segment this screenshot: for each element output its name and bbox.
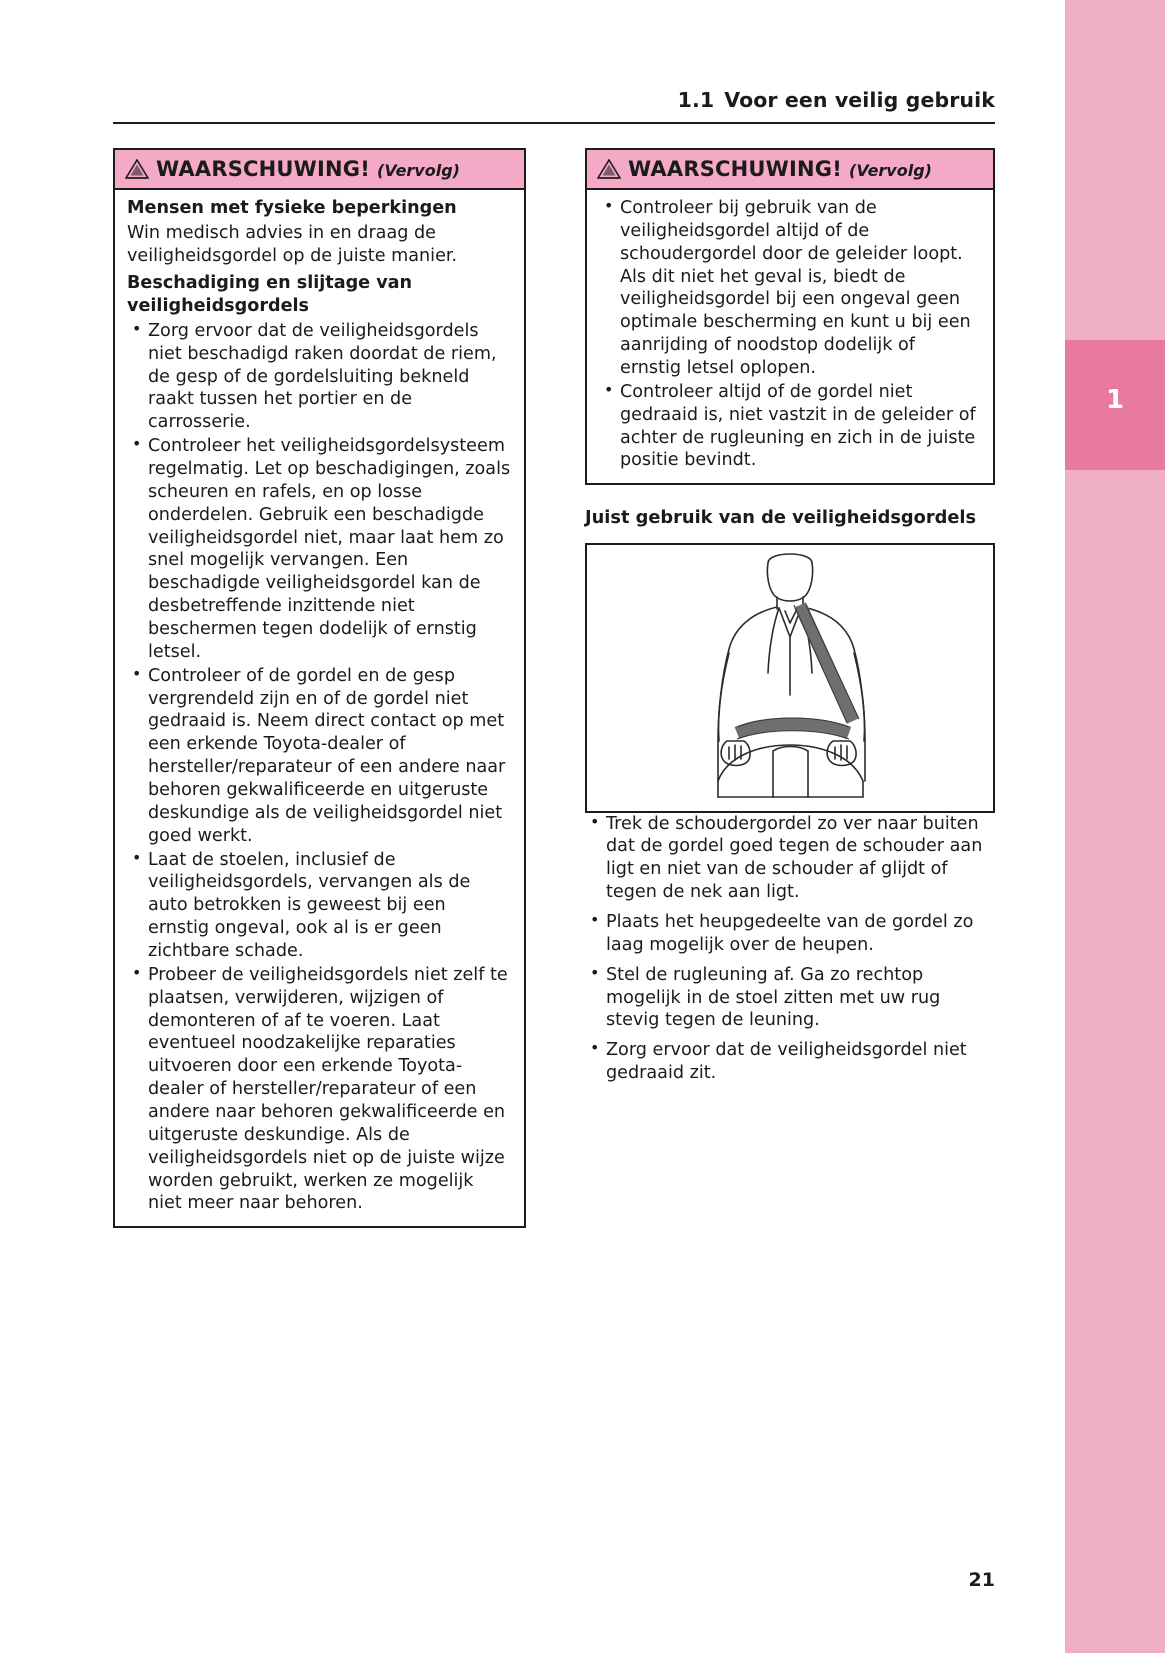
warning-box-right (585, 148, 995, 485)
warning-continued-left: (Vervolg) (377, 161, 460, 180)
header-section-number: 1.1 (677, 88, 715, 112)
list-item: • Controleer het veiligheidsgordelsysteem regelmatig. Let op beschadigingen, zoals scheuren en rafels, en op losse onderdelen. Gebruik een beschadigde veiligheidsgordel niet, maar laat hem zo snel mogelijk vervangen. Een beschadigde veiligheidsgordel kan de desbetreffende inzittende niet beschermen tegen dodelijk of ernstig letsel. (127, 435, 512, 664)
list-item: • Controleer of de gordel en de gesp vergrendeld zijn en of de gordel niet gedraaid is. Neem direct contact op met een erkende Toyota-dealer of hersteller/reparateur of een andere naar behoren gekwalificeerde en uitgeruste deskundige als de veiligheidsgordel niet goed werkt. (127, 665, 512, 848)
warning-title-right: WAARSCHUWING! (628, 157, 843, 181)
warning-header-left (115, 150, 524, 190)
header-divider (113, 122, 995, 124)
warning-body-right (587, 190, 993, 483)
subheading-physical-limitations: Mensen met fysieke beperkingen (127, 198, 457, 218)
list-item: • Probeer de veiligheidsgordels niet zelf te plaatsen, verwijderen, wijzigen of demonteren of af te voeren. Laat eventueel noodzakelijke reparaties uitvoeren door een erkende Toyota-dealer of hersteller/reparateur of een andere naar behoren gekwalificeerde en uitgeruste deskundige. Als de veiligheidsgordels niet op de juiste wijze worden gebruikt, werken ze mogelijk niet meer naar behoren. (127, 964, 512, 1215)
list-item: • Laat de stoelen, inclusief de veiligheidsgordels, vervangen als de auto betrokken is geweest bij een ernstig ongeval, ook al is er geen zichtbare schade. (127, 849, 512, 963)
warning-box-left (113, 148, 526, 1228)
warning-triangle-icon (125, 159, 149, 179)
list-item: • Controleer altijd of de gordel niet gedraaid is, niet vastzit in de geleider of achter de rugleuning en zich in de juiste positie bevindt. (599, 381, 981, 472)
page-number: 21 (968, 1569, 995, 1591)
left-column (113, 148, 526, 1228)
warning-body-left (115, 190, 524, 1226)
chapter-side-tab (1065, 0, 1165, 1653)
page-header (113, 88, 995, 112)
warning-bullet-list-left (127, 320, 512, 1216)
chapter-number: 1 (1105, 385, 1125, 415)
list-item: • Trek de schoudergordel zo ver naar buiten dat de gordel goed tegen de schouder aan ligt en niet van de schouder af glijdt of tegen de nek aan ligt. (585, 813, 995, 904)
warning-continued-right: (Vervolg) (849, 161, 932, 180)
seatbelt-correct-use-illustration (585, 543, 995, 813)
list-item: • Plaats het heupgedeelte van de gordel zo laag mogelijk over de heupen. (585, 911, 995, 957)
header-section-title: Voor een veilig gebruik (724, 88, 995, 112)
paragraph-medical-advice: Win medisch advies in en draag de veiligheidsgordel op de juiste manier. (127, 222, 458, 266)
subheading-damage-wear: Beschadiging en slijtage van veiligheidsgordels (127, 273, 413, 317)
list-item: • Controleer bij gebruik van de veiligheidsgordel altijd of de schoudergordel door de geleider loopt. Als dit niet het geval is, biedt de veiligheidsgordel bij een ongeval geen optimale bescherming en kunt u bij een aanrijding of noodstop dodelijk of ernstig letsel oplopen. (599, 197, 981, 380)
section-heading-correct-use: Juist gebruik van de veiligheidsgordels (585, 507, 977, 529)
warning-triangle-icon (597, 159, 621, 179)
warning-header-right (587, 150, 993, 190)
warning-title-left: WAARSCHUWING! (156, 157, 371, 181)
list-item: • Zorg ervoor dat de veiligheidsgordel niet gedraaid zit. (585, 1039, 995, 1085)
right-column (585, 148, 995, 1092)
warning-bullet-list-right (599, 197, 981, 472)
list-item: • Zorg ervoor dat de veiligheidsgordels niet beschadigd raken doordat de riem, de gesp of de gordelsluiting bekneld raakt tussen het portier en de carrosserie. (127, 320, 512, 434)
correct-use-bullet-list (585, 813, 995, 1085)
list-item: • Stel de rugleuning af. Ga zo rechtop mogelijk in de stoel zitten met uw rug stevig tegen de leuning. (585, 964, 995, 1033)
